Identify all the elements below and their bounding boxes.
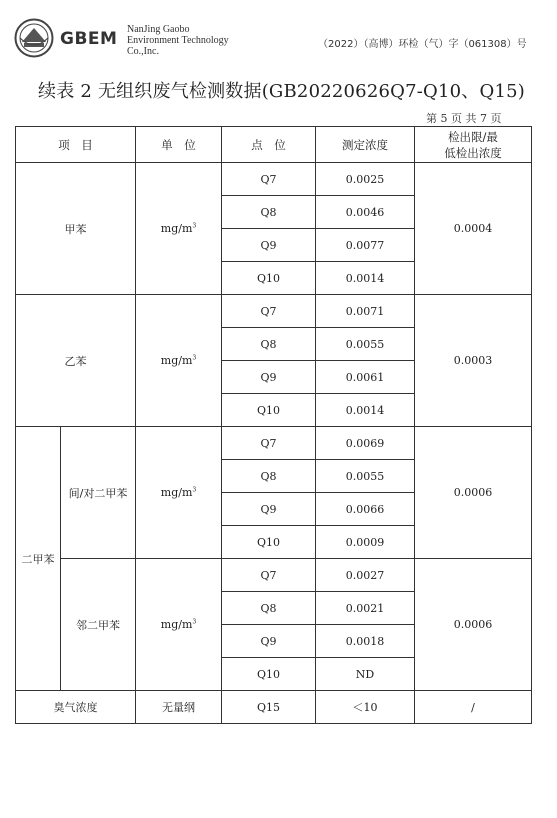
document-number: （2022）（高博）环检（气）字（061308）号: [318, 39, 527, 50]
value-cell: 0.0061: [316, 361, 415, 394]
point-cell: Q10: [222, 262, 316, 295]
value-cell: 0.0069: [316, 427, 415, 460]
value-cell: 0.0014: [316, 394, 415, 427]
value-cell: 0.0018: [316, 625, 415, 658]
data-table: [15, 126, 532, 724]
value-cell: 0.0046: [316, 196, 415, 229]
point-cell: Q10: [222, 658, 316, 691]
substance-name: 间/对二甲苯: [61, 427, 136, 559]
point-cell: Q8: [222, 328, 316, 361]
company-line-1: NanJing Gaobo: [127, 24, 190, 35]
substance-group-name: 二甲苯: [16, 427, 61, 691]
table-row: [16, 559, 532, 592]
unit-cell: 无量纲: [136, 691, 222, 724]
point-cell: Q9: [222, 625, 316, 658]
brand-name: GBEM: [60, 29, 118, 49]
table-row: [16, 295, 532, 328]
unit-cell: $mg/m^3$: [136, 427, 222, 559]
limit-cell: 0.0004: [415, 163, 532, 295]
table-header-row: [16, 127, 532, 163]
point-cell: Q10: [222, 526, 316, 559]
point-cell: Q9: [222, 229, 316, 262]
point-cell: Q9: [222, 361, 316, 394]
table-row: [16, 427, 532, 460]
substance-name: 甲苯: [16, 163, 136, 295]
point-cell: Q10: [222, 394, 316, 427]
point-cell: Q7: [222, 295, 316, 328]
substance-name: 邻二甲苯: [61, 559, 136, 691]
substance-name: 乙苯: [16, 295, 136, 427]
limit-cell: 0.0006: [415, 559, 532, 691]
limit-cell: 0.0006: [415, 427, 532, 559]
table-row: [16, 691, 532, 724]
company-line-2: Environment Technology: [127, 35, 229, 46]
unit-cell: $mg/m^3$: [136, 559, 222, 691]
company-line-3: Co.,Inc.: [127, 46, 159, 57]
header-limit-line-1: 检出限/最: [448, 129, 498, 144]
point-cell: Q8: [222, 460, 316, 493]
table-title: 续表 2 无组织废气检测数据(GB20220626Q7-Q10、Q15): [38, 81, 525, 102]
value-cell: 0.0077: [316, 229, 415, 262]
value-cell: 0.0027: [316, 559, 415, 592]
limit-cell: 0.0003: [415, 295, 532, 427]
page-header: [0, 0, 557, 70]
point-cell: Q7: [222, 559, 316, 592]
value-cell: 0.0009: [316, 526, 415, 559]
value-cell: 0.0055: [316, 460, 415, 493]
value-cell: 0.0021: [316, 592, 415, 625]
company-name: [127, 24, 229, 57]
page-info: 第 5 页 共 7 页: [426, 112, 502, 125]
substance-name: 臭气浓度: [16, 691, 136, 724]
value-cell: ND: [316, 658, 415, 691]
value-cell: ＜10: [316, 691, 415, 724]
value-cell: 0.0025: [316, 163, 415, 196]
value-cell: 0.0055: [316, 328, 415, 361]
header-item: 项 目: [16, 127, 136, 163]
point-cell: Q7: [222, 427, 316, 460]
value-cell: 0.0014: [316, 262, 415, 295]
limit-cell: /: [415, 691, 532, 724]
header-unit: 单 位: [136, 127, 222, 163]
header-concentration: 测定浓度: [316, 127, 415, 163]
point-cell: Q8: [222, 196, 316, 229]
company-logo-icon: [14, 18, 54, 58]
value-cell: 0.0071: [316, 295, 415, 328]
unit-cell: $mg/m^3$: [136, 163, 222, 295]
header-limit-line-2: 低检出浓度: [444, 145, 502, 160]
header-limit: [415, 127, 532, 163]
point-cell: Q7: [222, 163, 316, 196]
value-cell: 0.0066: [316, 493, 415, 526]
table-row: [16, 163, 532, 196]
header-point: 点 位: [222, 127, 316, 163]
unit-cell: $mg/m^3$: [136, 295, 222, 427]
point-cell: Q15: [222, 691, 316, 724]
point-cell: Q9: [222, 493, 316, 526]
point-cell: Q8: [222, 592, 316, 625]
